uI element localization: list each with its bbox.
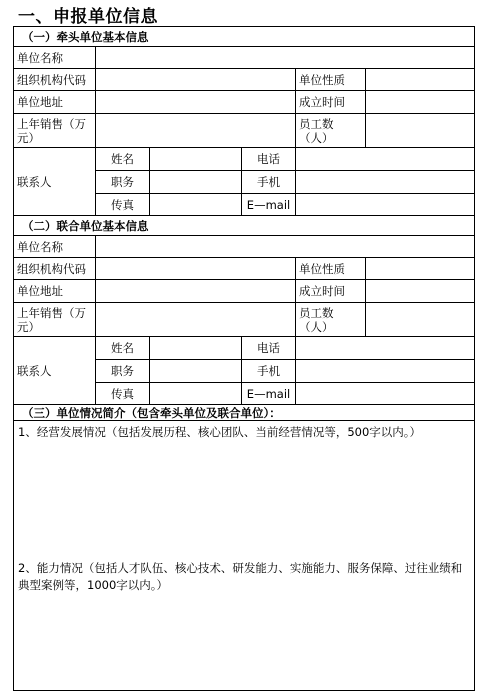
s1-fax-label: 传真 xyxy=(96,194,150,216)
s2-position-field[interactable] xyxy=(150,360,242,383)
s2-email-label: E—mail xyxy=(242,383,296,405)
s1-established-field[interactable] xyxy=(366,91,475,114)
s1-employees-field[interactable] xyxy=(366,114,475,148)
s1-phone-field[interactable] xyxy=(296,148,475,171)
s2-mobile-field[interactable] xyxy=(296,360,475,383)
s1-unit-name-field[interactable] xyxy=(96,47,475,69)
section1-title: （一）牵头单位基本信息 xyxy=(14,27,475,47)
s1-position-label: 职务 xyxy=(96,171,150,194)
page-heading: 一、申报单位信息 xyxy=(18,7,158,27)
s1-unit-address-label: 单位地址 xyxy=(14,91,96,114)
s1-unit-address-field[interactable] xyxy=(96,91,296,114)
s2-name-field[interactable] xyxy=(150,337,242,360)
unit-overview-field[interactable] xyxy=(14,421,475,691)
s2-contact-label: 联系人 xyxy=(14,337,96,405)
s2-email-field[interactable] xyxy=(296,383,475,405)
s1-sales-field[interactable] xyxy=(96,114,296,148)
s2-fax-field[interactable] xyxy=(150,383,242,405)
s1-phone-label: 电话 xyxy=(242,148,296,171)
overview-item1: 1、经营发展情况（包括发展历程、核心团队、当前经营情况等，500字以内。） xyxy=(18,425,422,439)
s1-unit-nature-label: 单位性质 xyxy=(296,69,366,91)
s1-name-label: 姓名 xyxy=(96,148,150,171)
s2-org-code-label: 组织机构代码 xyxy=(14,258,96,280)
s2-name-label: 姓名 xyxy=(96,337,150,360)
overview-item2: 2、能力情况（包括人才队伍、核心技术、研发能力、实施能力、服务保障、过往业绩和典型案例等，1000字以内。） xyxy=(18,561,463,592)
s2-unit-nature-field[interactable] xyxy=(366,258,475,280)
s1-sales-label: 上年销售（万元） xyxy=(14,114,96,148)
section3-title: （三）单位情况简介（包含牵头单位及联合单位）： xyxy=(14,405,475,421)
s2-unit-name-field[interactable] xyxy=(96,236,475,258)
s2-unit-name-label: 单位名称 xyxy=(14,236,96,258)
s1-position-field[interactable] xyxy=(150,171,242,194)
s1-employees-label: 员工数（人） xyxy=(296,114,366,148)
s1-unit-name-label: 单位名称 xyxy=(14,47,96,69)
s2-phone-label: 电话 xyxy=(242,337,296,360)
s2-unit-address-label: 单位地址 xyxy=(14,280,96,303)
s2-employees-label: 员工数（人） xyxy=(296,303,366,337)
s2-established-field[interactable] xyxy=(366,280,475,303)
s2-fax-label: 传真 xyxy=(96,383,150,405)
s2-position-label: 职务 xyxy=(96,360,150,383)
s1-org-code-field[interactable] xyxy=(96,69,296,91)
s2-established-label: 成立时间 xyxy=(296,280,366,303)
s1-mobile-label: 手机 xyxy=(242,171,296,194)
s2-mobile-label: 手机 xyxy=(242,360,296,383)
s1-mobile-field[interactable] xyxy=(296,171,475,194)
s1-email-label: E—mail xyxy=(242,194,296,216)
s2-employees-field[interactable] xyxy=(366,303,475,337)
s2-unit-nature-label: 单位性质 xyxy=(296,258,366,280)
section2-title: （二）联合单位基本信息 xyxy=(14,216,475,236)
s2-phone-field[interactable] xyxy=(296,337,475,360)
s1-unit-nature-field[interactable] xyxy=(366,69,475,91)
s1-established-label: 成立时间 xyxy=(296,91,366,114)
s1-email-field[interactable] xyxy=(296,194,475,216)
s1-name-field[interactable] xyxy=(150,148,242,171)
s2-sales-field[interactable] xyxy=(96,303,296,337)
s1-org-code-label: 组织机构代码 xyxy=(14,69,96,91)
s2-unit-address-field[interactable] xyxy=(96,280,296,303)
s1-contact-label: 联系人 xyxy=(14,148,96,216)
s1-fax-field[interactable] xyxy=(150,194,242,216)
unit-info-form xyxy=(13,26,475,691)
s2-sales-label: 上年销售（万元） xyxy=(14,303,96,337)
s2-org-code-field[interactable] xyxy=(96,258,296,280)
